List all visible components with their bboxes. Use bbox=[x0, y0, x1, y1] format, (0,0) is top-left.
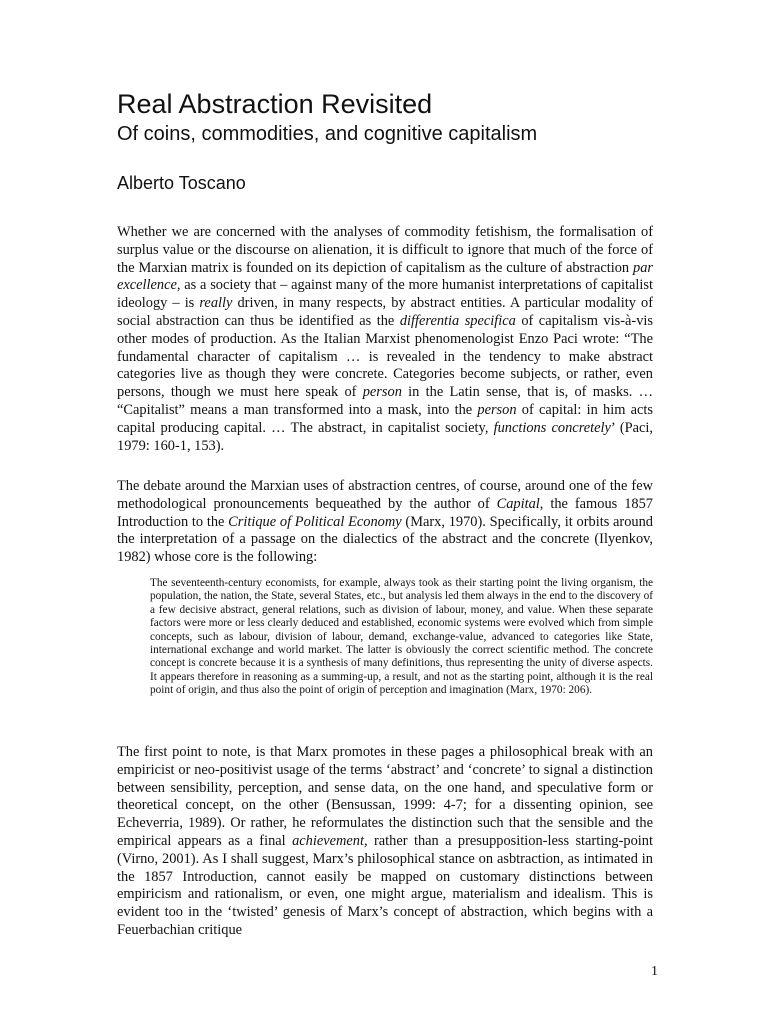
text-run: , as a society that – against many of the more humanist interpretations of capitalist ideology – is bbox=[117, 277, 653, 312]
author-name: Alberto Toscano bbox=[117, 173, 246, 193]
text-run: , rather than a presupposition-less starting-point (Virno, 2001). As I shall suggest, Marx’s philosophical stance on asbtraction, as intimated in the 1857 Introduction, cannot easily be mapped on customary distinctions between empiricism and rationalism, or even, one might argue, materialism and idealism. This is evident too in the ‘twisted’ genesis of Marx’s concept of abstraction, which begins with a Feuerbachian critique bbox=[117, 832, 653, 938]
page-number: 1 bbox=[651, 964, 658, 979]
text-run: The first point to note, is that Marx promotes in these pages a philosophical break with an empiricist or neo-positivist usage of the terms ‘abstract’ and ‘concrete’ to signal a distinction between sensibility, perception, and sense data, on the one hand, and speculative form or theoretical concept, on the other (Bensussan, 1999: 4-7; for a dissenting opinion, see Echeverria, 1989). Or rather, he reformulates the distinction such that the sensible and the empirical appears as a final bbox=[117, 744, 653, 849]
text-run: of capitalism vis-à-vis other modes of production. As the Italian Marxist phenomenologist Enzo Paci wrote: “The fundamental character of capitalism … is revealed in the tendency to make abstract categories live as though they were concrete. Categories become subjects, or rather, even persons, though we must here speak of bbox=[117, 312, 653, 401]
italic-text-run: Critique of Political Economy bbox=[228, 513, 402, 530]
text-run: Whether we are concerned with the analyses of commodity fetishism, the formalisation of surplus value or the discourse on alienation, it is difficult to ignore that much of the force of the Marxian matrix is founded on its depiction of capitalism as the culture of abstraction bbox=[117, 224, 653, 276]
italic-text-run: functions concretely bbox=[493, 419, 611, 436]
italic-text-run: differentia specifica bbox=[399, 312, 516, 329]
text-run: The seventeenth-century economists, for example, always took as their starting point the living organism, the population, the nation, the State, several States, etc., but analysis led them always in the end to the discovery of a few decisive abstract, general relations, such as division of labour, money, and value. When these separate factors were more or less clearly deduced and established, economic systems were evolved which from simple concepts, such as labour, division of labour, demand, exchange-value, advanced to categories like State, international exchange and world market. The latter is obviously the correct scientific method. The concrete concept is concrete because it is a synthesis of many definitions, thus representing the unity of diverse aspects. It appears therefore in reasoning as a summing-up, a result, and not as the starting point, although it is the real point of origin, and thus also the point of origin of perception and imagination (Marx, 1970: 206). bbox=[150, 577, 653, 697]
text-run: ’ (Paci, 1979: 160-1, 153). bbox=[117, 419, 653, 454]
paper-subtitle: Of coins, commodities, and cognitive capitalism bbox=[117, 123, 538, 145]
block-quote bbox=[150, 577, 653, 698]
italic-text-run: par excellence bbox=[117, 259, 653, 294]
paper-title: Real Abstraction Revisited bbox=[117, 89, 433, 119]
text-run: driven, in many respects, by abstract entities. A particular modality of social abstraction can thus be identified as the bbox=[117, 295, 653, 329]
text-run: The debate around the Marxian uses of abstraction centres, of course, around one of the few methodological pronouncements bequeathed by the author of bbox=[117, 478, 653, 512]
text-run: of capital: in him acts capital producing capital. … The abstract, in capitalist society, bbox=[117, 401, 653, 436]
text-run: , the famous 1857 Introduction to the bbox=[117, 495, 653, 530]
text-run: in the Latin sense, that is, of masks. … “Capitalist” means a man transformed into a mask, into the bbox=[117, 384, 653, 418]
italic-text-run: person bbox=[362, 384, 402, 401]
italic-text-run: really bbox=[199, 295, 233, 312]
italic-text-run: person bbox=[477, 401, 517, 418]
italic-text-run: achievement bbox=[292, 832, 364, 849]
text-run: (Marx, 1970). Specifically, it orbits around the interpretation of a passage on the dialectics of the abstract and the concrete (Ilyenkov, 1982) whose core is the following: bbox=[117, 513, 653, 566]
body-paragraph-3 bbox=[117, 744, 653, 940]
body-paragraph-2 bbox=[117, 478, 653, 567]
body-paragraph-1 bbox=[117, 224, 653, 455]
italic-text-run: Capital bbox=[496, 495, 540, 512]
